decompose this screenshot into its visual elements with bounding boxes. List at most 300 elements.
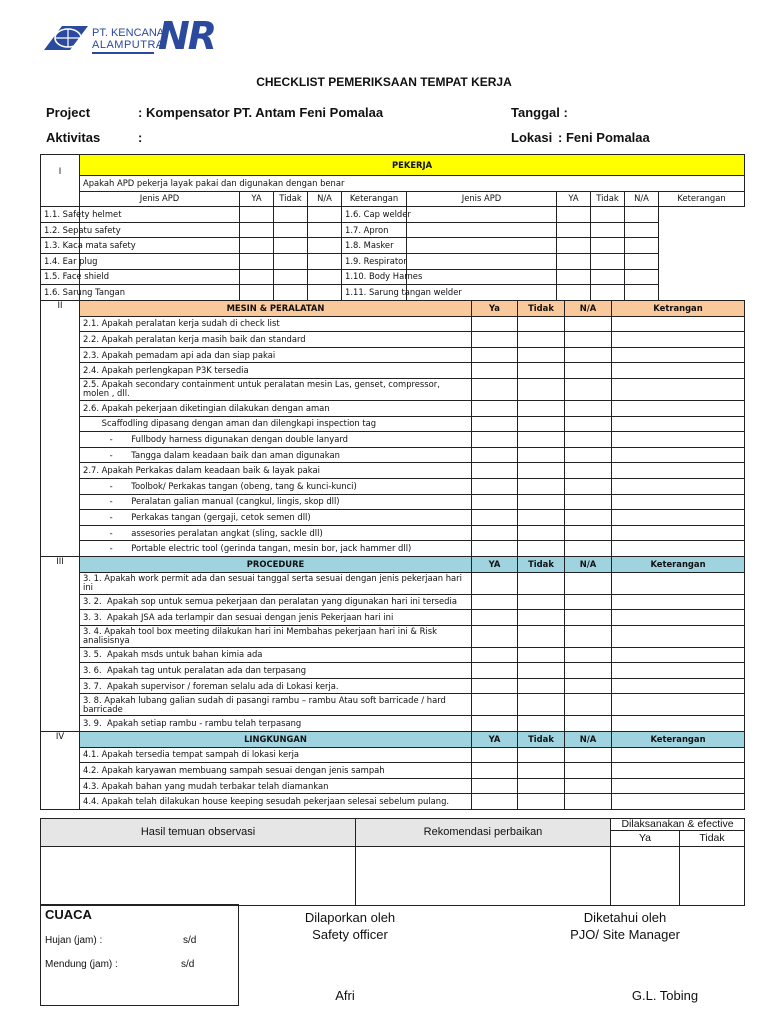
checklist-item-label: 4.4. Apakah telah dilakukan house keeping sesudah pekerjaan selesai sebelum pulang. (80, 794, 472, 810)
check-cell[interactable] (518, 400, 565, 416)
check-cell[interactable] (518, 332, 565, 348)
table-row (41, 794, 745, 810)
section-question: Apakah APD pekerja layak pakai dan digunakan dengan benar (80, 176, 745, 192)
table-row (41, 416, 745, 432)
check-cell[interactable] (518, 763, 565, 779)
column-header: Jenis APD (80, 191, 240, 207)
checklist-item-label: 2.4. Apakah perlengkapan P3K tersedia (80, 363, 472, 379)
dilaksanakan-tidak: Tidak (680, 831, 745, 847)
section-header-row (41, 732, 745, 748)
section-num: I (41, 155, 80, 207)
table-row (41, 207, 745, 223)
mendung-sd: s/d (181, 959, 195, 970)
check-cell[interactable] (472, 463, 518, 479)
check-cell[interactable] (557, 269, 591, 285)
column-header: YA (240, 191, 274, 207)
project-label: Project (46, 105, 91, 120)
check-cell[interactable] (472, 363, 518, 379)
hujan-label: Hujan (jam) : (45, 935, 103, 946)
check-cell[interactable] (565, 447, 612, 463)
hujan-sd: s/d (183, 935, 197, 946)
check-cell[interactable] (407, 207, 557, 223)
checklist-item-label: 2.3. Apakah pemadam api ada dan siap pakai (80, 347, 472, 363)
check-cell[interactable] (625, 269, 659, 285)
dilaksanakan-ya: Ya (611, 831, 680, 847)
reported-by-role: Safety officer (312, 927, 388, 942)
check-cell[interactable] (308, 238, 342, 254)
section-title: PEKERJA (80, 155, 745, 176)
checklist-item-label: 3. 6. Apakah tag untuk peralatan ada dan terpasang (80, 663, 472, 679)
table-row (41, 316, 745, 332)
check-cell[interactable] (472, 332, 518, 348)
column-header: Tidak (518, 556, 565, 572)
table-row (41, 363, 745, 379)
table-row (41, 447, 745, 463)
check-cell[interactable] (472, 694, 518, 716)
check-cell[interactable] (274, 222, 308, 238)
column-header: N/A (565, 732, 612, 748)
check-cell[interactable] (565, 778, 612, 794)
check-cell[interactable] (612, 332, 745, 348)
approved-by-label: Diketahui oleh (583, 910, 667, 925)
table-row (41, 269, 745, 285)
check-cell[interactable] (472, 378, 518, 400)
check-cell[interactable] (565, 794, 612, 810)
check-cell[interactable] (518, 447, 565, 463)
check-cell[interactable] (612, 510, 745, 526)
section-num: III (41, 556, 80, 731)
company-logo (42, 14, 242, 60)
checklist-item-label: - Toolbok/ Perkakas tangan (obeng, tang & kunci-kunci) (80, 478, 472, 494)
check-cell[interactable] (472, 625, 518, 647)
check-cell[interactable] (557, 238, 591, 254)
lokasi-label: Lokasi (511, 130, 553, 145)
check-cell[interactable] (472, 610, 518, 626)
company-underline (92, 52, 154, 54)
check-cell[interactable] (612, 378, 745, 400)
check-cell[interactable] (518, 716, 565, 732)
check-cell[interactable] (565, 432, 612, 448)
check-cell[interactable] (591, 222, 625, 238)
hasil-temuan-header: Hasil temuan observasi (41, 819, 356, 847)
check-cell[interactable] (565, 316, 612, 332)
project-value: : Kompensator PT. Antam Feni Pomalaa (138, 105, 384, 120)
check-cell[interactable] (518, 778, 565, 794)
table-row (41, 625, 745, 647)
check-cell[interactable] (518, 594, 565, 610)
tanggal-label: Tanggal : (511, 105, 568, 120)
check-cell[interactable] (274, 285, 308, 301)
section-num: IV (41, 732, 80, 810)
check-cell[interactable] (625, 253, 659, 269)
table-row (41, 525, 745, 541)
check-cell[interactable] (472, 678, 518, 694)
check-cell[interactable] (612, 347, 745, 363)
lokasi-value: : Feni Pomalaa (558, 130, 650, 145)
approved-by-name: G.L. Tobing (631, 988, 699, 1003)
check-cell[interactable] (407, 222, 557, 238)
dilaksanakan-tidak-input[interactable] (680, 846, 745, 905)
check-cell[interactable] (472, 778, 518, 794)
check-cell[interactable] (565, 694, 612, 716)
check-cell[interactable] (518, 416, 565, 432)
check-cell[interactable] (625, 238, 659, 254)
check-cell[interactable] (518, 316, 565, 332)
check-cell[interactable] (625, 222, 659, 238)
apd-item-label: 1.5. Face shield (41, 269, 80, 285)
checklist-item-label: - Portable electric tool (gerinda tangan, mesin bor, jack hammer dll) (80, 541, 472, 557)
check-cell[interactable] (565, 463, 612, 479)
check-cell[interactable] (274, 207, 308, 223)
check-cell[interactable] (612, 432, 745, 448)
checklist-item-label: - Tangga dalam keadaan baik dan aman digunakan (80, 447, 472, 463)
checklist-item-label: 2.7. Apakah Perkakas dalam keadaan baik & layak pakai (80, 463, 472, 479)
check-cell[interactable] (612, 763, 745, 779)
check-cell[interactable] (472, 525, 518, 541)
table-row (41, 253, 745, 269)
check-cell[interactable] (612, 463, 745, 479)
company-name-line1: PT. KENCANA (92, 27, 165, 39)
check-cell[interactable] (472, 747, 518, 763)
check-cell[interactable] (518, 794, 565, 810)
check-cell[interactable] (612, 594, 745, 610)
check-cell[interactable] (612, 647, 745, 663)
check-cell[interactable] (518, 694, 565, 716)
checklist-item-label: 4.3. Apakah bahan yang mudah terbakar telah diamankan (80, 778, 472, 794)
check-cell[interactable] (612, 694, 745, 716)
check-cell[interactable] (591, 285, 625, 301)
check-cell[interactable] (612, 447, 745, 463)
check-cell[interactable] (612, 363, 745, 379)
section-header-row (41, 301, 745, 317)
check-cell[interactable] (565, 510, 612, 526)
dilaksanakan-header: Dilaksanakan & efective (611, 819, 745, 831)
table-row (41, 478, 745, 494)
checklist-item-label: 3. 1. Apakah work permit ada dan sesuai tanggal serta sesuai dengan jenis pekerjaan hari ini (80, 572, 472, 594)
cuaca-box (40, 904, 239, 1006)
check-cell[interactable] (472, 594, 518, 610)
apd-item-label: 1.3. Kaca mata safety (41, 238, 80, 254)
check-cell[interactable] (565, 610, 612, 626)
check-cell[interactable] (518, 363, 565, 379)
observation-table (40, 818, 745, 906)
apd-item-label: 1.2. Sepatu safety (41, 222, 80, 238)
table-row (41, 285, 745, 301)
check-cell[interactable] (612, 316, 745, 332)
check-cell[interactable] (518, 463, 565, 479)
check-cell[interactable] (612, 625, 745, 647)
table-row (41, 778, 745, 794)
table-row (41, 541, 745, 557)
checklist-item-label: 4.1. Apakah tersedia tempat sampah di lokasi kerja (80, 747, 472, 763)
apd-item-label: 1.8. Masker (342, 238, 407, 254)
table-row (41, 716, 745, 732)
checklist-item-label: - assesories peralatan angkat (sling, sackle dll) (80, 525, 472, 541)
checklist-item-label: 3. 3. Apakah JSA ada terlampir dan sesuai dengan jenis Pekerjaan hari ini (80, 610, 472, 626)
check-cell[interactable] (591, 269, 625, 285)
reported-by-name: Afri (335, 988, 355, 1003)
check-cell[interactable] (625, 285, 659, 301)
check-cell[interactable] (472, 347, 518, 363)
column-header: N/A (565, 556, 612, 572)
column-header: Keterangan (342, 191, 407, 207)
check-cell[interactable] (472, 447, 518, 463)
table-row (41, 610, 745, 626)
checklist-item-label: 3. 5. Apakah msds untuk bahan kimia ada (80, 647, 472, 663)
apd-item-label: 1.6. Sarung Tangan (41, 285, 80, 301)
dilaksanakan-ya-input[interactable] (611, 846, 680, 905)
apd-item-label: 1.9. Respirator (342, 253, 407, 269)
table-row (41, 463, 745, 479)
column-header: YA (472, 556, 518, 572)
check-cell[interactable] (565, 478, 612, 494)
reported-by-label: Dilaporkan oleh (304, 910, 396, 925)
table-row (41, 763, 745, 779)
apd-item-label: 1.7. Apron (342, 222, 407, 238)
check-cell[interactable] (472, 432, 518, 448)
column-header: Tidak (518, 301, 565, 317)
nr-logo-icon: NR (158, 14, 216, 58)
check-cell[interactable] (565, 594, 612, 610)
check-cell[interactable] (472, 647, 518, 663)
company-name-line2: ALAMPUTRA (92, 39, 164, 51)
check-cell[interactable] (518, 525, 565, 541)
check-cell[interactable] (612, 400, 745, 416)
table-row (41, 238, 745, 254)
check-cell[interactable] (612, 716, 745, 732)
check-cell[interactable] (472, 416, 518, 432)
check-cell[interactable] (557, 222, 591, 238)
column-header-row (41, 191, 745, 207)
table-row (41, 678, 745, 694)
check-cell[interactable] (612, 416, 745, 432)
check-cell[interactable] (518, 747, 565, 763)
column-header: Ketrangan (612, 301, 745, 317)
apd-item-label: 1.6. Cap welder (342, 207, 407, 223)
table-row (41, 494, 745, 510)
table-row (41, 347, 745, 363)
check-cell[interactable] (308, 222, 342, 238)
check-cell[interactable] (518, 478, 565, 494)
check-cell[interactable] (612, 794, 745, 810)
check-cell[interactable] (565, 663, 612, 679)
check-cell[interactable] (565, 763, 612, 779)
column-header: YA (557, 191, 591, 207)
check-cell[interactable] (557, 285, 591, 301)
check-cell[interactable] (612, 572, 745, 594)
checklist-item-label: Scaffodling dipasang dengan aman dan dilengkapi inspection tag (80, 416, 472, 432)
check-cell[interactable] (565, 494, 612, 510)
check-cell[interactable] (240, 222, 274, 238)
check-cell[interactable] (565, 363, 612, 379)
aktivitas-label: Aktivitas (46, 130, 101, 145)
check-cell[interactable] (565, 347, 612, 363)
apd-item-label: 1.1. Safety helmet (41, 207, 80, 223)
check-cell[interactable] (472, 510, 518, 526)
column-header: Tidak (274, 191, 308, 207)
column-header: Tidak (518, 732, 565, 748)
check-cell[interactable] (240, 207, 274, 223)
rekomendasi-header: Rekomendasi perbaikan (356, 819, 611, 847)
check-cell[interactable] (565, 625, 612, 647)
checklist-item-label: 2.1. Apakah peralatan kerja sudah di check list (80, 316, 472, 332)
section-header-row (41, 556, 745, 572)
table-row (41, 663, 745, 679)
check-cell[interactable] (472, 478, 518, 494)
check-cell[interactable] (518, 647, 565, 663)
check-cell[interactable] (612, 663, 745, 679)
check-cell[interactable] (407, 238, 557, 254)
section-title: PROCEDURE (80, 556, 472, 572)
check-cell[interactable] (240, 253, 274, 269)
check-cell[interactable] (518, 541, 565, 557)
hasil-temuan-input[interactable] (41, 846, 356, 905)
check-cell[interactable] (274, 269, 308, 285)
check-cell[interactable] (612, 778, 745, 794)
table-row (41, 572, 745, 594)
checklist-item-label: 3. 8. Apakah lubang galian sudah di pasangi rambu – rambu Atau soft barricade / hard barricade (80, 694, 472, 716)
check-cell[interactable] (407, 253, 557, 269)
table-row (41, 222, 745, 238)
check-cell[interactable] (557, 207, 591, 223)
table-row (41, 647, 745, 663)
check-cell[interactable] (274, 238, 308, 254)
column-header: Keterangan (659, 191, 745, 207)
check-cell[interactable] (518, 678, 565, 694)
checklist-item-label: - Fullbody harness digunakan dengan double lanyard (80, 432, 472, 448)
table-row (41, 594, 745, 610)
column-header: Tidak (591, 191, 625, 207)
check-cell[interactable] (308, 269, 342, 285)
check-cell[interactable] (240, 285, 274, 301)
check-cell[interactable] (565, 716, 612, 732)
table-row (41, 694, 745, 716)
checklist-item-label: 3. 7. Apakah supervisor / foreman selalu ada di Lokasi kerja. (80, 678, 472, 694)
mendung-label: Mendung (jam) : (45, 959, 118, 970)
column-header: YA (472, 732, 518, 748)
table-row (41, 332, 745, 348)
column-header: Keterangan (612, 556, 745, 572)
aktivitas-value: : (138, 130, 143, 145)
apd-item-label: 1.11. Sarung tangan welder (342, 285, 407, 301)
check-cell[interactable] (612, 610, 745, 626)
checklist-item-label: 4.2. Apakah karyawan membuang sampah sesuai dengan jenis sampah (80, 763, 472, 779)
check-cell[interactable] (308, 253, 342, 269)
checklist-item-label: 2.2. Apakah peralatan kerja masih baik dan standard (80, 332, 472, 348)
check-cell[interactable] (591, 253, 625, 269)
apd-item-label: 1.10. Body Harnes (342, 269, 407, 285)
checklist-item-label: 3. 9. Apakah setiap rambu - rambu telah terpasang (80, 716, 472, 732)
check-cell[interactable] (591, 238, 625, 254)
check-cell[interactable] (625, 207, 659, 223)
check-cell[interactable] (274, 253, 308, 269)
check-cell[interactable] (472, 316, 518, 332)
table-row (41, 432, 745, 448)
check-cell[interactable] (518, 432, 565, 448)
checklist-table (40, 300, 745, 810)
check-cell[interactable] (612, 747, 745, 763)
check-cell[interactable] (472, 572, 518, 594)
check-cell[interactable] (565, 378, 612, 400)
section-title: MESIN & PERALATAN (80, 301, 472, 317)
check-cell[interactable] (612, 525, 745, 541)
checklist-item-label: - Peralatan galian manual (cangkul, lingis, skop dll) (80, 494, 472, 510)
checklist-item-label: 3. 4. Apakah tool box meeting dilakukan hari ini Membahas pekerjaan hari ini & Risk analisisnya (80, 625, 472, 647)
check-cell[interactable] (612, 478, 745, 494)
checklist-item-label: 2.6. Apakah pekerjaan diketingian dilakukan dengan aman (80, 400, 472, 416)
column-header: N/A (625, 191, 659, 207)
check-cell[interactable] (472, 716, 518, 732)
check-cell[interactable] (518, 572, 565, 594)
check-cell[interactable] (565, 572, 612, 594)
check-cell[interactable] (472, 663, 518, 679)
checklist-item-label: - Perkakas tangan (gergaji, cetok semen dll) (80, 510, 472, 526)
table-row (41, 400, 745, 416)
section-num: II (41, 301, 80, 557)
check-cell[interactable] (308, 207, 342, 223)
table-row (41, 510, 745, 526)
check-cell[interactable] (80, 253, 240, 269)
check-cell[interactable] (472, 763, 518, 779)
check-cell[interactable] (518, 625, 565, 647)
check-cell[interactable] (565, 416, 612, 432)
approved-by-role: PJO/ Site Manager (570, 927, 680, 942)
check-cell[interactable] (565, 678, 612, 694)
table-row (41, 378, 745, 400)
check-cell[interactable] (472, 541, 518, 557)
check-cell[interactable] (407, 269, 557, 285)
check-cell[interactable] (240, 238, 274, 254)
check-cell[interactable] (472, 794, 518, 810)
check-cell[interactable] (518, 610, 565, 626)
check-cell[interactable] (518, 663, 565, 679)
cuaca-title: CUACA (45, 907, 92, 922)
page-title: CHECKLIST PEMERIKSAAN TEMPAT KERJA (256, 75, 512, 89)
checklist-item-label: 2.5. Apakah secondary containment untuk peralatan mesin Las, genset, compressor, molen , dll. (80, 378, 472, 400)
check-cell[interactable] (591, 207, 625, 223)
check-cell[interactable] (612, 678, 745, 694)
check-cell[interactable] (518, 494, 565, 510)
rekomendasi-input[interactable] (356, 846, 611, 905)
column-header: Keterangan (612, 732, 745, 748)
apd-item-label: 1.4. Ear plug (41, 253, 80, 269)
column-header: N/A (308, 191, 342, 207)
column-header: N/A (565, 301, 612, 317)
check-cell[interactable] (472, 494, 518, 510)
check-cell[interactable] (472, 400, 518, 416)
company-globe-icon (42, 20, 90, 60)
check-cell[interactable] (308, 285, 342, 301)
check-cell[interactable] (565, 747, 612, 763)
check-cell[interactable] (557, 253, 591, 269)
column-header: Ya (472, 301, 518, 317)
check-cell[interactable] (565, 400, 612, 416)
check-cell[interactable] (518, 510, 565, 526)
check-cell[interactable] (240, 269, 274, 285)
check-cell[interactable] (565, 332, 612, 348)
column-header: Jenis APD (407, 191, 557, 207)
section-pekerja-table (40, 154, 745, 301)
check-cell[interactable] (565, 541, 612, 557)
check-cell[interactable] (612, 541, 745, 557)
check-cell[interactable] (518, 378, 565, 400)
check-cell[interactable] (612, 494, 745, 510)
checklist-item-label: 3. 2. Apakah sop untuk semua pekerjaan dan peralatan yang digunakan hari ini tersedia (80, 594, 472, 610)
check-cell[interactable] (518, 347, 565, 363)
check-cell[interactable] (565, 525, 612, 541)
check-cell[interactable] (565, 647, 612, 663)
section-title: LINGKUNGAN (80, 732, 472, 748)
